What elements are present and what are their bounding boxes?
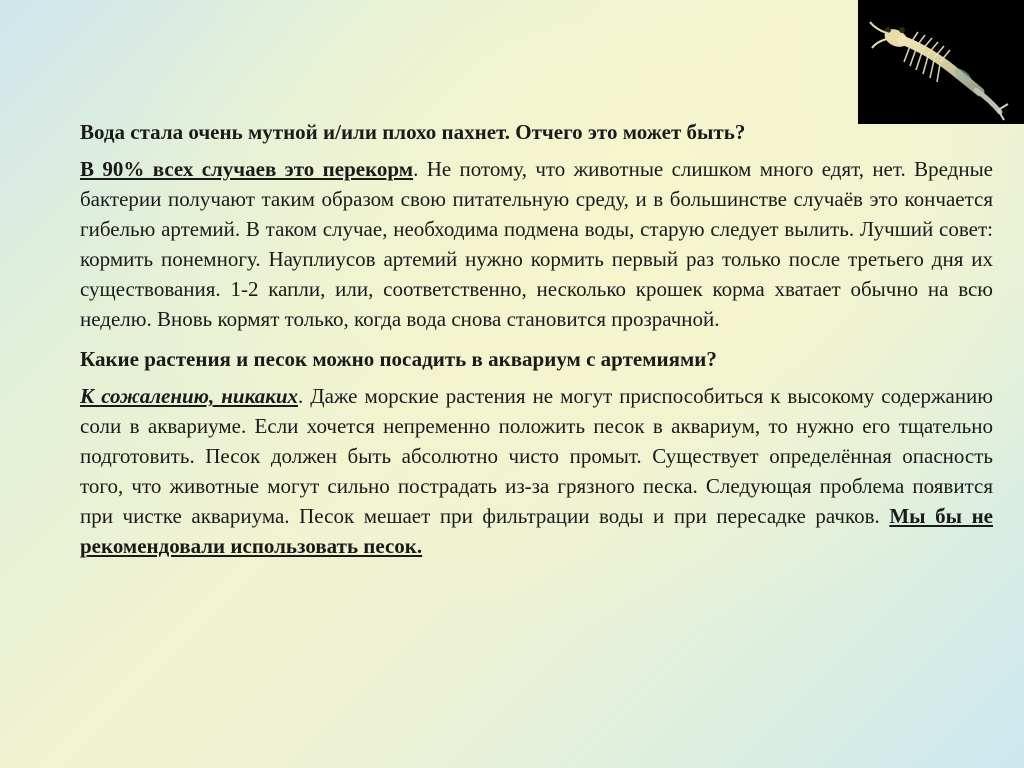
answer-cloudy-water-emphasis: В 90% всех случаев это перекорм (80, 157, 414, 181)
question-cloudy-water: Вода стала очень мутной и/или плохо пахнет. Отчего это может быть? (80, 120, 746, 144)
faq-content (80, 117, 993, 571)
brine-shrimp-icon (858, 0, 1024, 124)
answer-plants-sand-conclusion: Мы бы не рекомендовали использовать песок. (80, 504, 993, 558)
answer-cloudy-water-text: . Не потому, что животные слишком много едят, нет. Вредные бактерии получают таким образом свою питательную среду, и в большинстве случаёв это кончается гибелью артемий. В таком случае, необходима подмена воды, старую следует вылить. Лучший совет: кормить понемногу. Науплиусов артемий нужно кормить первый раз только после третьего дня их существования. 1-2 капли, или, соответственно, несколько крошек корма хватает обычно на всю неделю. Вновь кормят только, когда вода снова становится прозрачной. (80, 157, 993, 331)
answer-cloudy-water (80, 154, 993, 334)
answer-plants-sand-text: . Даже морские растения не могут приспособиться к высокому содержанию соли в аквариуме. Если хочется непременно положить песок в аквариум, то нужно его тщательно подготовить. Песок должен быть абсолютно чисто промыт. Существует определённая опасность того, что животные могут сильно пострадать из-за грязного песка. Следующая проблема появится при чистке аквариума. Песок мешает при фильтрации воды и при пересадке рачков. (80, 384, 993, 528)
brine-shrimp-photo (858, 0, 1024, 124)
answer-plants-sand (80, 381, 993, 561)
answer-plants-sand-emphasis: К сожалению, никаких (80, 384, 299, 408)
question-plants-sand: Какие растения и песок можно посадить в аквариум с артемиями? (80, 347, 717, 371)
